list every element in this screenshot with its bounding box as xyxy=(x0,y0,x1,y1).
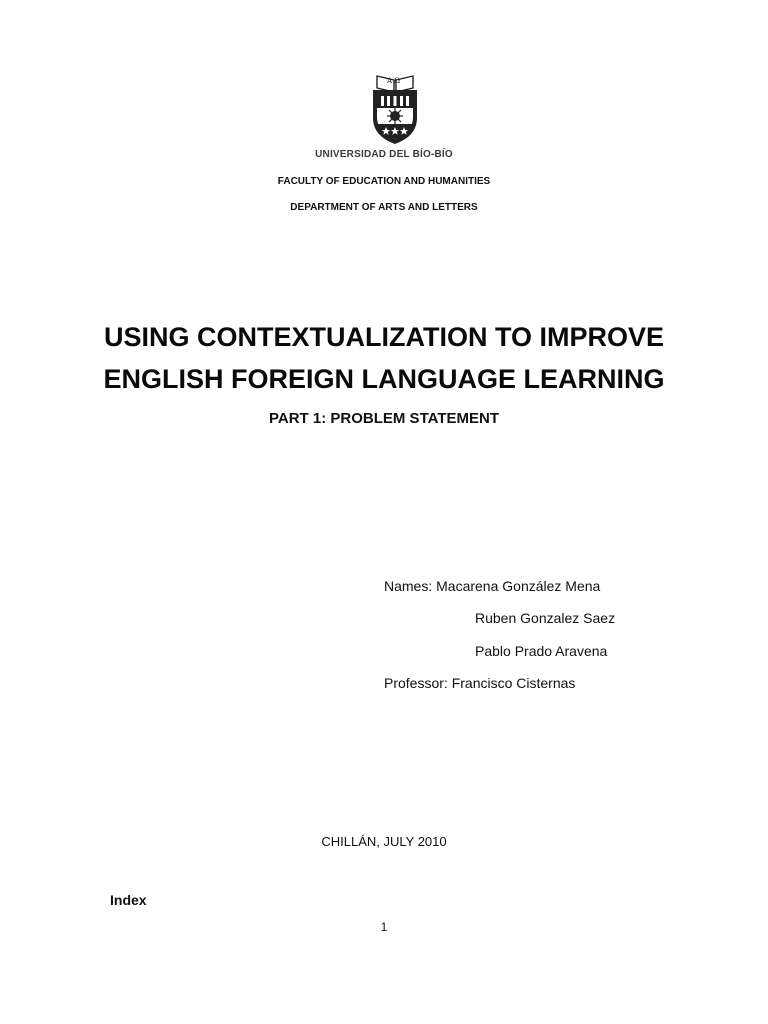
crest-emblem-text: A Ω xyxy=(387,77,401,85)
university-name: UNIVERSIDAD DEL BÍO-BÍO xyxy=(315,149,453,160)
author-name-2: Ruben Gonzalez Saez xyxy=(475,610,616,626)
place-date: CHILLÁN, JULY 2010 xyxy=(321,834,447,849)
names-line: Names: Macarena González Mena xyxy=(384,578,601,594)
document-subtitle: PART 1: PROBLEM STATEMENT xyxy=(269,410,499,427)
index-heading: Index xyxy=(110,892,147,908)
professor-line: Professor: Francisco Cisternas xyxy=(384,675,576,691)
author-name-3: Pablo Prado Aravena xyxy=(475,643,608,659)
department-name: DEPARTMENT OF ARTS AND LETTERS xyxy=(290,202,478,213)
title-line-2: ENGLISH FOREIGN LANGUAGE LEARNING xyxy=(103,364,665,394)
document-title xyxy=(0,316,768,400)
faculty-name: FACULTY OF EDUCATION AND HUMANITIES xyxy=(277,176,491,187)
title-line-1: USING CONTEXTUALIZATION TO IMPROVE xyxy=(103,322,664,352)
university-crest-icon xyxy=(367,74,423,146)
page-number: 1 xyxy=(380,920,388,934)
